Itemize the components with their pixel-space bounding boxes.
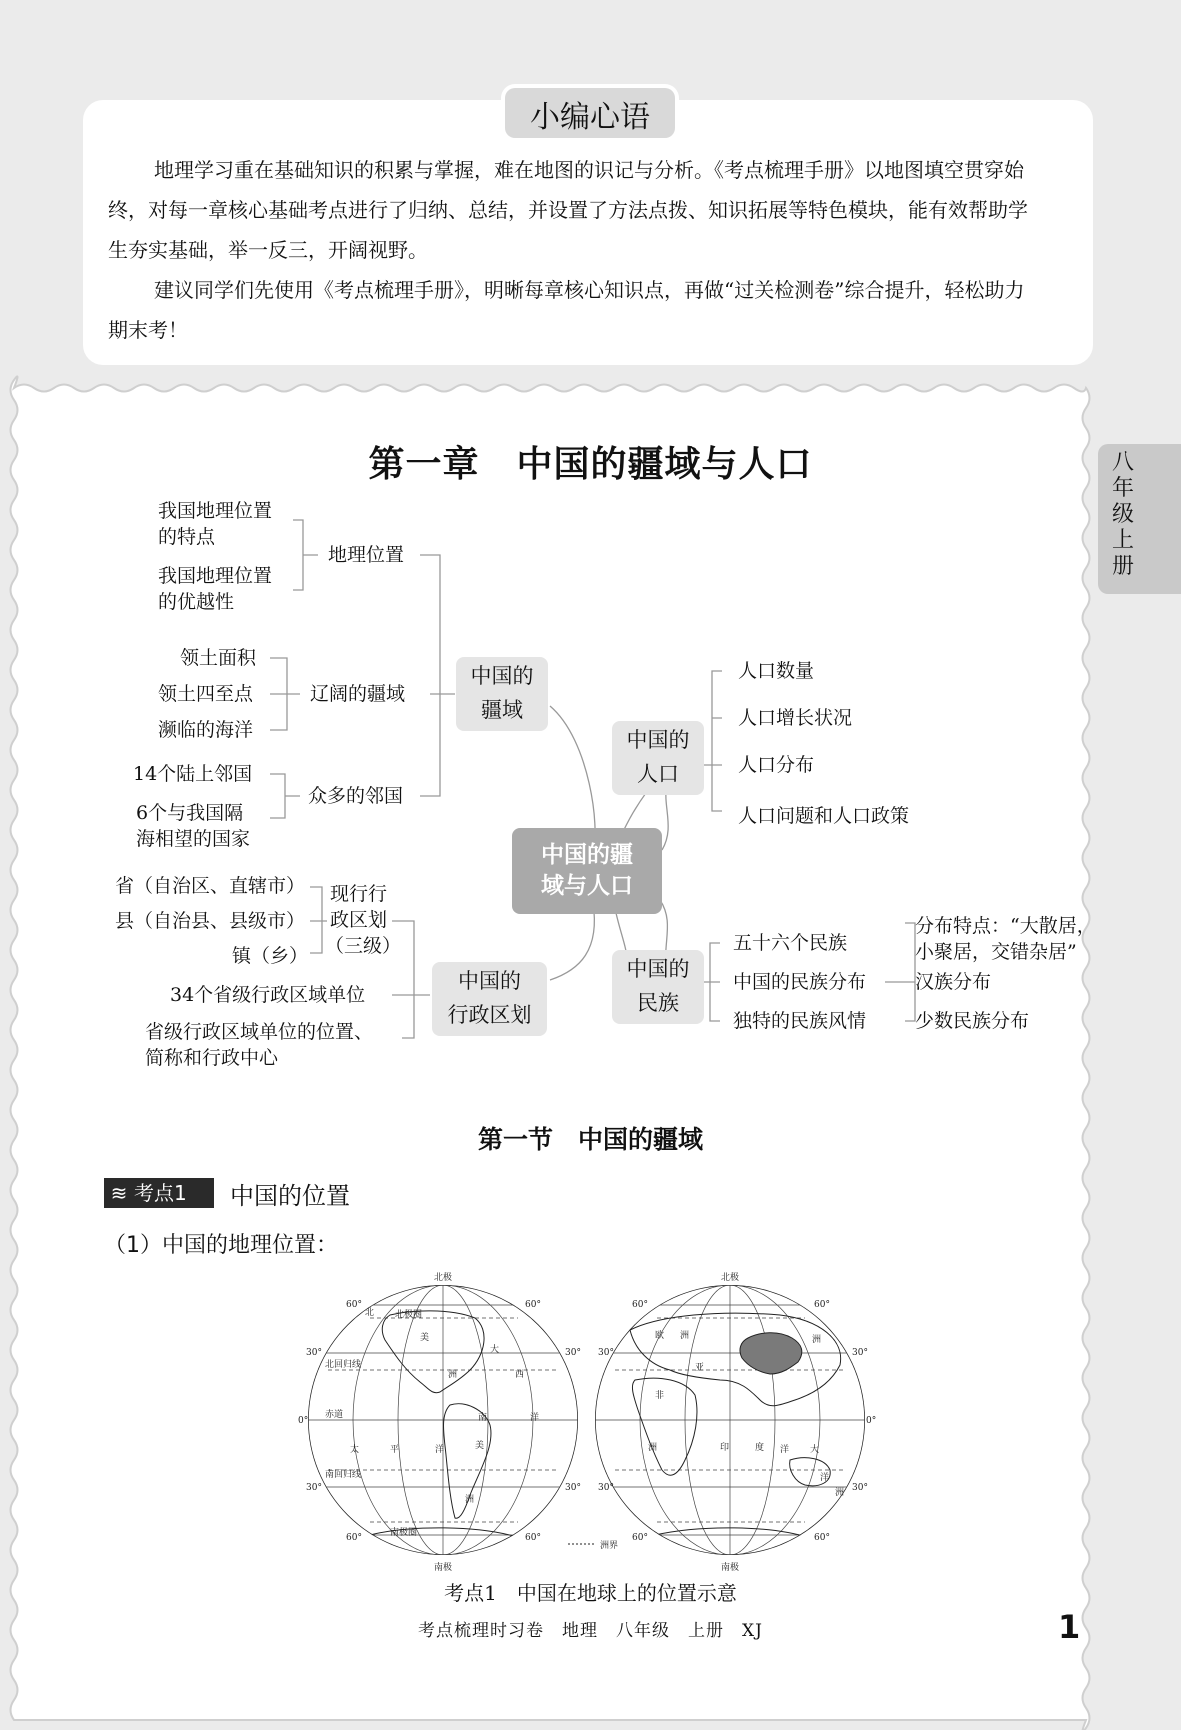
renkou-node xyxy=(612,721,704,795)
map-label-yang-right: 洋 xyxy=(780,1445,790,1455)
intro-line-5: 期末考！ xyxy=(108,318,188,342)
renkou-item-4: 人口问题和人口政策 xyxy=(738,805,910,827)
kaodian-badge xyxy=(104,1178,214,1208)
lat-60s-left: 60° xyxy=(346,1533,362,1543)
intro-line-4: 建议同学们先使用《考点梳理手册》，明晰每章核心知识点，再做“过关检测卷”综合提升，轻松助力 xyxy=(154,278,1025,302)
china-globe-map xyxy=(300,1270,880,1575)
map-label-zhou3-right: 洲 xyxy=(648,1443,658,1453)
renkou-node-line-2: 人口 xyxy=(637,762,679,786)
xianxing-node-line-1: 现行行 xyxy=(330,883,388,905)
liaokuo-node: 辽阔的疆域 xyxy=(310,683,406,705)
map-label-zhou2-right: 洲 xyxy=(812,1335,822,1345)
right-hemisphere-grid xyxy=(595,1285,865,1555)
renkou-item-1: 人口数量 xyxy=(738,660,815,682)
map-label-yang2-right: 洋 xyxy=(820,1473,830,1483)
linguo-item-2-line-1: 6个与我国隔 xyxy=(136,802,244,824)
jiangyu-node xyxy=(456,657,548,731)
minzu-node-line-1: 中国的 xyxy=(626,957,690,981)
south-pole-label-left: 南极 xyxy=(434,1563,453,1573)
lat-60s-right: 60° xyxy=(632,1533,648,1543)
minzu-item-1: 五十六个民族 xyxy=(733,932,848,954)
lat-30s-right: 30° xyxy=(598,1483,614,1493)
map-label-zhou-right: 洲 xyxy=(680,1331,690,1341)
xianxing-item-1: 省（自治区、直辖市） xyxy=(115,875,306,897)
center-node-line-1: 中国的疆 xyxy=(541,842,633,868)
map-label-yang2-left: 洋 xyxy=(435,1445,445,1455)
dili-item-1-line-1: 我国地理位置 xyxy=(158,500,273,522)
south-pole-label-right: 南极 xyxy=(721,1563,740,1573)
north-pole-label-right: 北极 xyxy=(721,1273,740,1283)
liaokuo-item-2: 领土四至点 xyxy=(158,683,254,705)
minzu-fenbu-item-3: 少数民族分布 xyxy=(915,1010,1030,1032)
subsection-heading: （1）中国的地理位置： xyxy=(104,1233,338,1258)
page-number: 1 xyxy=(1058,1608,1081,1646)
renkou-item-3: 人口分布 xyxy=(738,754,815,776)
map-label-ya-right: 亚 xyxy=(695,1363,705,1373)
intro-title: 小编心语 xyxy=(530,100,650,135)
lat-60s-mid: 60° xyxy=(525,1533,541,1543)
mindmap-center-node xyxy=(512,828,662,914)
xingzheng-node xyxy=(432,962,547,1036)
lat-30n-far: 30° xyxy=(852,1348,868,1358)
map-label-da-left: 大 xyxy=(490,1345,500,1355)
linguo-node: 众多的邻国 xyxy=(308,785,404,807)
kaodian-title: 中国的位置 xyxy=(230,1182,350,1210)
map-label-zhou-left: 洲 xyxy=(448,1370,458,1380)
map-label-mei2-left: 美 xyxy=(475,1441,485,1451)
lat-0-right: 0° xyxy=(866,1416,877,1426)
dili-item-2-line-2: 的优越性 xyxy=(158,591,235,613)
center-node-line-2: 域与人口 xyxy=(541,873,633,899)
grade-side-tab-label: 八 年 级 上 册 xyxy=(1111,450,1134,579)
dili-item-2-line-1: 我国地理位置 xyxy=(158,565,273,587)
lat-30n-left: 30° xyxy=(306,1348,322,1358)
section-title: 第一节 中国的疆域 xyxy=(477,1125,703,1154)
waves-icon: ≋ xyxy=(110,1181,128,1205)
minzu-fenbu-item-1-line-2: 小聚居，交错杂居” xyxy=(915,941,1077,963)
arctic-circle-label-left: 北极圈 xyxy=(395,1310,423,1320)
map-label-bei-left: 北 xyxy=(365,1308,375,1318)
minzu-node-line-2: 民族 xyxy=(637,991,679,1015)
xingzheng-node-line-1: 中国的 xyxy=(458,969,521,993)
xingzheng-item-34: 34个省级行政区域单位 xyxy=(170,984,366,1006)
chapter-title: 第一章 中国的疆域与人口 xyxy=(368,444,813,485)
lat-0-left: 0° xyxy=(298,1416,309,1426)
tropic-south-label-left: 南回归线 xyxy=(325,1470,362,1480)
map-label-xi-left: 西 xyxy=(515,1370,525,1380)
renkou-node-line-1: 中国的 xyxy=(626,728,690,752)
lat-30n-mid: 30° xyxy=(565,1348,581,1358)
map-label-ping-left: 平 xyxy=(390,1445,400,1455)
map-label-zhou2-left: 洲 xyxy=(465,1495,475,1505)
north-pole-label-left: 北极 xyxy=(434,1273,453,1283)
map-label-fei-right: 非 xyxy=(655,1391,665,1401)
xingzheng-item-position-line-2: 简称和行政中心 xyxy=(145,1047,279,1069)
lat-60n-far: 60° xyxy=(814,1300,830,1310)
xingzheng-node-line-2: 行政区划 xyxy=(447,1003,532,1027)
kaodian-badge-label: 考点1 xyxy=(134,1181,187,1205)
lat-60n-right: 60° xyxy=(632,1300,648,1310)
intro-line-1: 地理学习重在基础知识的积累与掌握，难在地图的识记与分析。《考点梳理手册》以地图填空贯穿始 xyxy=(154,158,1024,182)
xianxing-item-3: 镇（乡） xyxy=(232,945,309,967)
lat-60n-left: 60° xyxy=(346,1300,362,1310)
minzu-fenbu-item-2: 汉族分布 xyxy=(915,971,992,993)
map-label-tai-left: 太 xyxy=(350,1445,360,1455)
xianxing-node-line-3: （三级） xyxy=(325,935,402,957)
page-footer: 考点梳理时习卷 地理 八年级 上册 XJ xyxy=(418,1621,763,1641)
xianxing-item-2: 县（自治县、县级市） xyxy=(115,910,306,932)
dili-item-1-line-2: 的特点 xyxy=(158,526,216,548)
map-label-yin-right: 印 xyxy=(720,1443,730,1453)
liaokuo-item-3: 濒临的海洋 xyxy=(158,719,254,741)
minzu-node xyxy=(612,950,704,1024)
jiangyu-node-line-1: 中国的 xyxy=(470,664,534,688)
map-label-da-right: 大 xyxy=(810,1445,820,1455)
map-label-mei-left: 美 xyxy=(420,1333,430,1343)
liaokuo-item-1: 领土面积 xyxy=(180,647,257,669)
map-caption: 考点1 中国在地球上的位置示意 xyxy=(444,1581,737,1605)
minzu-item-2: 中国的民族分布 xyxy=(733,971,867,993)
lat-60n-mid: 60° xyxy=(525,1300,541,1310)
intro-line-3: 生夯实基础，举一反三，开阔视野。 xyxy=(108,238,428,262)
boundary-legend-label: 洲界 xyxy=(600,1541,619,1551)
minzu-item-3: 独特的民族风情 xyxy=(733,1010,867,1032)
xianxing-node-line-2: 政区划 xyxy=(330,909,388,931)
linguo-item-1: 14个陆上邻国 xyxy=(133,763,253,785)
xingzheng-item-position-line-1: 省级行政区域单位的位置、 xyxy=(145,1021,374,1043)
tropic-north-label-left: 北回归线 xyxy=(325,1360,362,1370)
intro-line-2: 终，对每一章核心基础考点进行了归纳、总结，并设置了方法点拨、知识拓展等特色模块，能有效帮助学 xyxy=(108,198,1028,222)
linguo-item-2-line-2: 海相望的国家 xyxy=(136,828,251,850)
map-label-nan-left: 南 xyxy=(478,1413,488,1423)
map-label-du-right: 度 xyxy=(755,1443,765,1453)
lat-30s-mid: 30° xyxy=(565,1483,581,1493)
lat-30s-far: 30° xyxy=(852,1483,868,1493)
renkou-item-2: 人口增长状况 xyxy=(738,707,853,729)
map-label-zhou4-right: 洲 xyxy=(835,1488,845,1498)
map-label-yang-left: 洋 xyxy=(530,1413,540,1423)
antarctic-label-left: 南极圈 xyxy=(390,1528,418,1538)
equator-label-left: 赤道 xyxy=(325,1410,344,1420)
lat-30n-right: 30° xyxy=(598,1348,614,1358)
lat-30s-left: 30° xyxy=(306,1483,322,1493)
lat-60s-far: 60° xyxy=(814,1533,830,1543)
jiangyu-node-line-2: 疆域 xyxy=(481,698,523,722)
map-label-ou-right: 欧 xyxy=(655,1331,665,1341)
minzu-fenbu-item-1-line-1: 分布特点：“大散居， xyxy=(915,915,1096,937)
dili-weizhi-node: 地理位置 xyxy=(328,544,405,566)
